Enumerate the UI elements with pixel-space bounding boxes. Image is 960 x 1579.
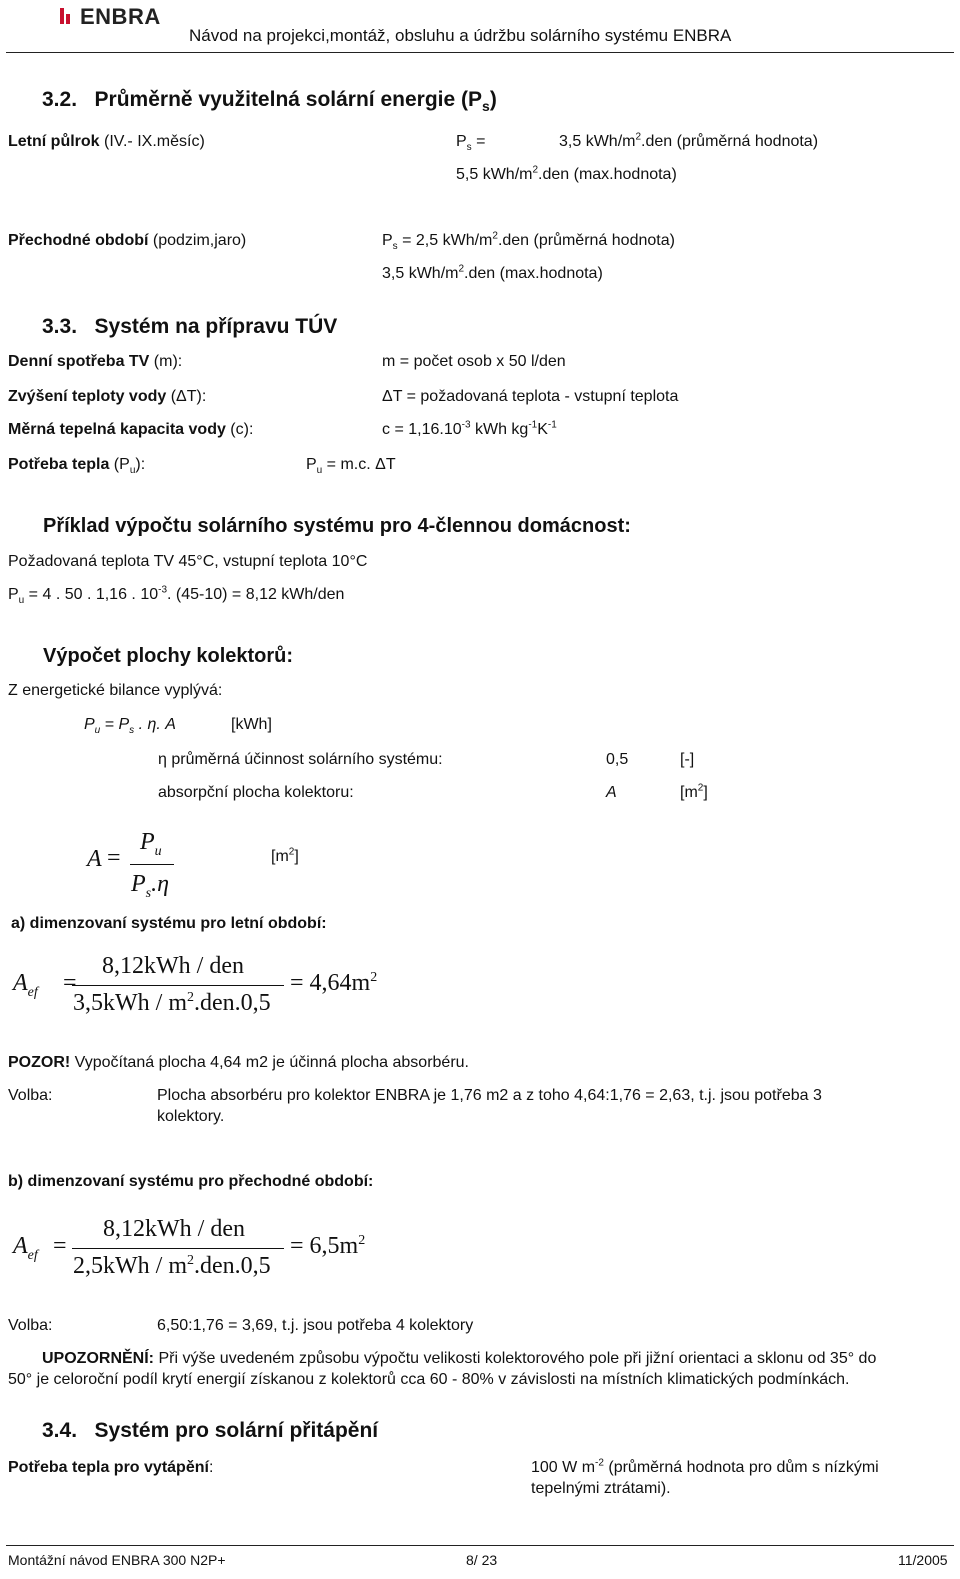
value: K (537, 421, 548, 438)
value: .den (max.hodnota) (538, 166, 677, 183)
section-number: 3.4. (42, 1419, 78, 1442)
part-a-heading: a) dimenzovaní systému pro letní období: (11, 915, 327, 932)
value: . η. A (134, 716, 176, 733)
header-title: Návod na projekci,montáž, obsluhu a údržbu solárního systému ENBRA (189, 26, 732, 45)
summer-max (456, 166, 677, 184)
heat-capacity-value (382, 421, 557, 439)
section-title: Systém na přípravu TÚV (94, 315, 338, 338)
superscript: -3 (158, 584, 168, 596)
fraction-bar (72, 985, 284, 986)
label-rest: (P (109, 456, 130, 473)
section-3-3-heading (42, 315, 337, 339)
note-text: Vypočítaná plocha 4,64 m2 je účinná plocha absorbéru. (70, 1054, 469, 1071)
formula-unit: [kWh] (231, 716, 272, 733)
subscript: s (129, 725, 135, 737)
volba-b-label: Volba: (8, 1317, 53, 1334)
absorber-value: A (606, 784, 617, 801)
label-bold: Potřeba tepla (8, 456, 110, 473)
value: P (131, 871, 146, 897)
area-heading: Výpočet plochy kolektorů: (43, 645, 294, 667)
transit-label (8, 232, 246, 250)
eta-label: η průměrná účinnost solárního systému: (158, 751, 443, 768)
fraction-unit (271, 848, 299, 866)
value: .den (průměrná hodnota) (497, 232, 675, 249)
label-bold: Zvýšení teploty vody (8, 388, 167, 405)
energy-balance-intro: Z energetické bilance vyplývá: (8, 682, 223, 699)
superscript: 2 (532, 164, 539, 176)
value: = 2,5 kWh/m (397, 232, 493, 249)
section-number: 3.3. (42, 315, 78, 338)
value: = P (100, 716, 130, 733)
volba-b-text: 6,50:1,76 = 3,69, t.j. jsou potřeba 4 kolektory (157, 1317, 474, 1334)
aef-numerator: 8,12kWh / den (102, 953, 244, 979)
subscript: s (482, 98, 490, 115)
heating-demand-value (531, 1459, 879, 1477)
label-rest: (m): (149, 353, 183, 370)
page-number: 8/ 23 (466, 1552, 498, 1568)
section-title: Průměrně využitelná solární energie (P (94, 88, 483, 111)
energy-formula (84, 716, 176, 737)
subscript: u (18, 595, 25, 607)
ps-symbol: P (456, 133, 467, 150)
summer-label-rest: (IV.- IX.měsíc) (99, 133, 205, 150)
value: P (84, 716, 95, 733)
value: P (8, 586, 19, 603)
transit-max (382, 265, 603, 283)
absorber-label: absorpční plocha kolektoru: (158, 784, 354, 801)
aef-result (290, 970, 377, 997)
footer-date: 11/2005 (898, 1552, 948, 1568)
fraction-denominator (131, 871, 170, 901)
summer-label-bold: Letní půlrok (8, 133, 100, 150)
value: .den.0,5 (194, 990, 271, 1016)
label-bold: Měrná tepelná kapacita vody (8, 421, 226, 438)
aef-denominator (73, 990, 271, 1017)
value: P (306, 456, 317, 473)
fraction-bar (130, 864, 174, 865)
superscript: 2 (635, 131, 642, 143)
footer-left: Montážní návod ENBRA 300 N2P+ (8, 1552, 226, 1568)
label-rest: (ΔT): (166, 388, 207, 405)
label-rest: ): (135, 456, 146, 473)
aef-numerator: 8,12kWh / den (103, 1216, 245, 1242)
subscript: u (154, 843, 162, 859)
value: = 4,64m (290, 970, 371, 996)
value: .den.0,5 (194, 1253, 271, 1279)
value: P (140, 829, 155, 855)
brand-logo: ENBRA (80, 4, 161, 29)
superscript: -2 (595, 1457, 604, 1469)
label-rest: (c): (225, 421, 254, 438)
pozor-note (8, 1054, 469, 1072)
aef-lhs (13, 1233, 38, 1263)
summer-ps (456, 133, 486, 154)
value: .den (max.hodnota) (464, 265, 603, 282)
absorber-unit (680, 784, 708, 802)
label-rest: : (208, 1459, 214, 1476)
label-bold: POZOR! (8, 1054, 71, 1071)
section-title: Systém pro solární přitápění (94, 1419, 379, 1442)
value: 3,5kWh / m (73, 990, 187, 1016)
subscript: ef (27, 1247, 38, 1263)
value: = 6,5m (290, 1233, 359, 1259)
label-bold: UPOZORNĚNÍ: (42, 1350, 154, 1367)
aef-equals: = (63, 970, 77, 996)
value: 5,5 kWh/m (456, 166, 533, 183)
aef-equals: = (53, 1233, 67, 1259)
subscript: u (94, 725, 101, 737)
transit-average (382, 230, 675, 253)
aef-result (290, 1233, 365, 1260)
subscript: s (392, 241, 398, 253)
value: 3,5 kWh/m (559, 133, 636, 150)
volba-a-line-2: kolektory. (157, 1108, 225, 1125)
subscript: s (145, 885, 152, 901)
superscript: 2 (370, 970, 378, 985)
example-heading: Příklad výpočtu solárního systému pro 4-člennou domácnost: (43, 515, 631, 537)
heat-demand-label (8, 456, 146, 477)
volba-a-label: Volba: (8, 1087, 53, 1104)
heating-demand-value-line-2: tepelnými ztrátami). (531, 1480, 671, 1497)
value: . (45-10) = 8,12 kWh/den (167, 586, 345, 603)
daily-consumption-value: m = počet osob x 50 l/den (382, 353, 566, 370)
value: [m (271, 848, 289, 865)
superscript: 2 (187, 990, 194, 1005)
heating-demand-label (8, 1459, 213, 1477)
enbra-logo-mark (60, 8, 76, 24)
value: [m (680, 784, 698, 801)
label-bold: Potřeba tepla pro vytápění (8, 1459, 209, 1476)
superscript: -3 (461, 419, 471, 431)
superscript: 2 (288, 846, 295, 858)
subscript: ef (27, 984, 38, 1000)
value: P (382, 232, 393, 249)
aef-lhs (13, 970, 38, 1000)
transit-label-bold: Přechodné období (8, 232, 149, 249)
temp-increase-value: ΔT = požadovaná teplota - vstupní teplota (382, 388, 679, 405)
volba-a-line-1: Plocha absorbéru pro kolektor ENBRA je 1,76 m2 a z toho 4,64:1,76 = 2,63, t.j. jsou potřeba 3 (157, 1087, 822, 1104)
footer-rule (6, 1545, 954, 1546)
subscript: u (316, 465, 323, 477)
value: ] (703, 784, 708, 801)
fraction-bar (72, 1248, 284, 1249)
example-line-1: Požadovaná teplota TV 45°C, vstupní teplota 10°C (8, 553, 368, 570)
warning-line-1 (42, 1350, 876, 1368)
value: 3,5 kWh/m (382, 265, 459, 282)
summer-average (559, 133, 818, 151)
example-line-2 (8, 584, 345, 607)
transit-label-rest: (podzim,jaro) (148, 232, 247, 249)
value: .η (151, 871, 170, 897)
value: (průměrná hodnota pro dům s nízkými (603, 1459, 879, 1476)
subscript: s (466, 142, 472, 154)
superscript: 2 (492, 230, 498, 242)
fraction-numerator (140, 829, 162, 859)
temp-increase-label (8, 388, 206, 406)
equals: = (471, 133, 486, 150)
warning-text: Při výše uvedeném způsobu výpočtu velikosti kolektorového pole při jižní orientaci a sklonu od 35° do (154, 1350, 877, 1367)
eta-value: 0,5 (606, 751, 629, 768)
section-number: 3.2. (42, 88, 78, 111)
summer-label (8, 133, 205, 151)
subscript: u (129, 465, 136, 477)
superscript: 2 (697, 782, 704, 794)
eta-unit: [-] (680, 751, 695, 768)
value: 2,5kWh / m (73, 1253, 187, 1279)
value: A (13, 970, 28, 996)
value: A (13, 1233, 28, 1259)
header-rule (6, 52, 954, 53)
value: .den (průměrná hodnota) (641, 133, 819, 150)
value: = 4 . 50 . 1,16 . 10 (24, 586, 159, 603)
value: = m.c. ΔT (322, 456, 396, 473)
heat-demand-value (306, 456, 396, 477)
superscript: -1 (547, 419, 557, 431)
heat-capacity-label (8, 421, 253, 439)
aef-denominator (73, 1253, 271, 1280)
value: ] (294, 848, 299, 865)
superscript: 2 (358, 1233, 366, 1248)
superscript: 2 (187, 1253, 194, 1268)
part-b-heading: b) dimenzovaní systému pro přechodné období: (8, 1173, 374, 1190)
value: c = 1,16.10 (382, 421, 462, 438)
superscript: -1 (528, 419, 538, 431)
label-bold: Denní spotřeba TV (8, 353, 150, 370)
section-3-2-heading (42, 88, 497, 115)
value: 100 W m (531, 1459, 596, 1476)
section-3-4-heading (42, 1419, 378, 1443)
section-title-end: ) (489, 88, 497, 111)
fraction-equals: = (107, 845, 121, 871)
superscript: 2 (458, 263, 465, 275)
warning-line-2: 50° je celoroční podíl krytí energií získanou z kolektorů cca 60 - 80% v závislosti na místních klimatických podmínkách. (8, 1371, 850, 1388)
value: kWh kg (470, 421, 529, 438)
fraction-lhs: A (87, 846, 102, 872)
daily-consumption-label (8, 353, 182, 371)
